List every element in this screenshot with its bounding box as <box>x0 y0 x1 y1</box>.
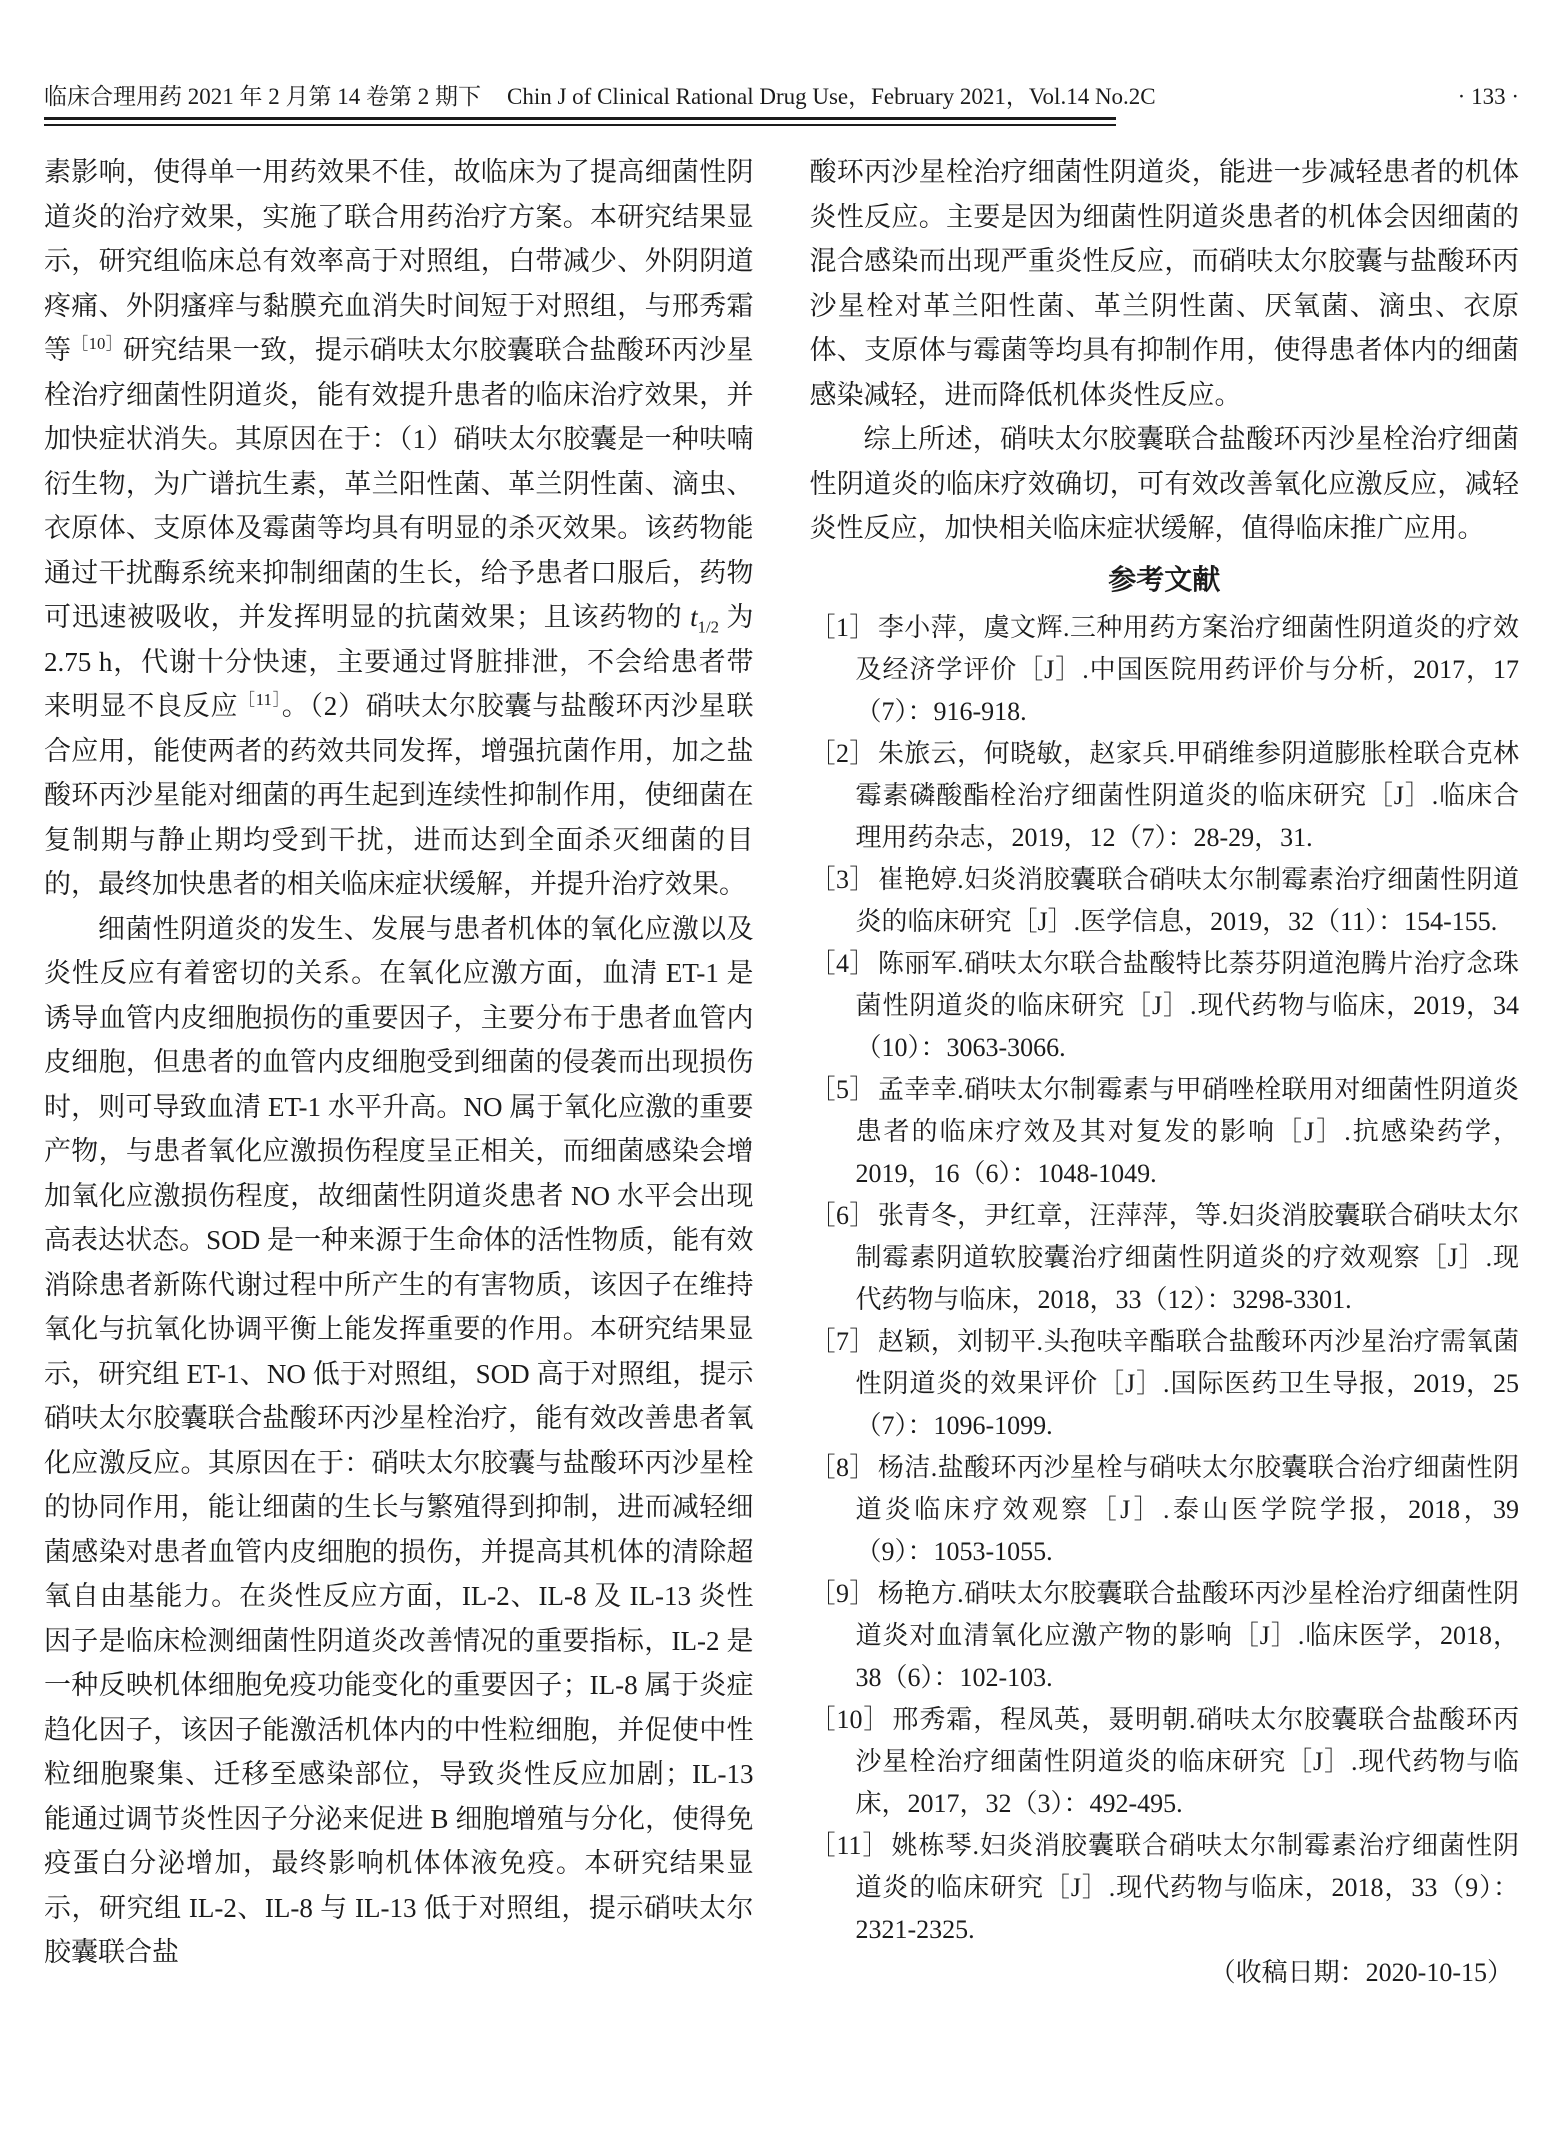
paragraph <box>810 417 1520 551</box>
right-column <box>810 150 1520 1995</box>
reference-text: 孟幸幸.硝呋太尔制霉素与甲硝唑栓联用对细菌性阴道炎患者的临床疗效及其对复发的影响［J］.抗感染药学，2019，16（6）：1048-1049. <box>855 1074 1519 1188</box>
references-heading: 参考文献 <box>1108 563 1221 595</box>
text-run: 研究结果一致，提示硝呋太尔胶囊联合盐酸环丙沙星栓治疗细菌性阴道炎，能有效提升患者的临床治疗效果，并加快症状消失。其原因在于：（1）硝呋太尔胶囊是一种呋喃衍生物，为广谱抗生素，革兰阳性菌、革兰阴性菌、滴虫、衣原体、支原体及霉菌等均具有明显的杀灭效果。该药物能通过干扰酶系统来抑制细菌的生长，给予患者口服后，药物可迅速被吸收，并发挥明显的抗菌效果；且该药物的 <box>44 335 754 632</box>
reference-text: 李小萍，虞文辉.三种用药方案治疗细菌性阴道炎的疗效及经济学评价［J］.中国医院用药评价与分析，2017，17（7）：916-918. <box>855 612 1519 726</box>
header-divider <box>44 117 1116 126</box>
reference-number: ［7］ <box>809 1326 876 1356</box>
paragraph <box>44 150 754 907</box>
reference-item <box>810 1573 1520 1699</box>
reference-text: 陈丽军.硝呋太尔联合盐酸特比萘芬阴道泡腾片治疗念珠菌性阴道炎的临床研究［J］.现代药物与临床，2019，34（10）：3063-3066. <box>855 948 1519 1062</box>
received-date: （收稿日期：2020-10-15） <box>1209 1957 1513 1987</box>
right-column-paragraphs <box>810 150 1520 551</box>
reference-text: 张青冬，尹红章，汪萍萍，等.妇炎消胶囊联合硝呋太尔制霉素阴道软胶囊治疗细菌性阴道炎的疗效观察［J］.现代药物与临床，2018，33（12）：3298-3301. <box>855 1200 1519 1314</box>
journal-title-en: Chin J of Clinical Rational Drug Use，February 2021，Vol.14 No.2C <box>507 84 1156 109</box>
reference-text: 杨洁.盐酸环丙沙星栓与硝呋太尔胶囊联合治疗细菌性阴道炎临床疗效观察［J］.泰山医学院学报，2018，39（9）：1053-1055. <box>855 1452 1519 1566</box>
reference-text: 邢秀霜，程凤英，聂明朝.硝呋太尔胶囊联合盐酸环丙沙星栓治疗细菌性阴道炎的临床研究［J］.现代药物与临床，2017，32（3）：492-495. <box>855 1704 1519 1818</box>
journal-page <box>0 82 1563 1995</box>
reference-item <box>810 1699 1520 1825</box>
reference-number: ［1］ <box>809 612 876 642</box>
reference-item <box>810 1825 1520 1951</box>
left-column <box>44 150 754 1995</box>
text-run: 综上所述，硝呋太尔胶囊联合盐酸环丙沙星栓治疗细菌性阴道炎的临床疗效确切，可有效改善氧化应激反应，减轻炎性反应，加快相关临床症状缓解，值得临床推广应用。 <box>809 424 1519 543</box>
citation-marker: ［10］ <box>71 334 123 353</box>
reference-text: 朱旅云，何晓敏，赵家兵.甲硝维参阴道膨胀栓联合克林霉素磷酸酯栓治疗细菌性阴道炎的临床研究［J］.临床合理用药杂志，2019，12（7）：28-29，31. <box>855 738 1519 852</box>
reference-text: 崔艳婷.妇炎消胶囊联合硝呋太尔制霉素治疗细菌性阴道炎的临床研究［J］.医学信息，2019，32（11）：154-155. <box>855 864 1519 936</box>
text-run: t <box>682 602 698 632</box>
journal-title-cn: 临床合理用药 2021 年 2 月第 14 卷第 2 期下 <box>44 84 481 109</box>
reference-item <box>810 733 1520 859</box>
reference-item <box>810 1195 1520 1321</box>
text-run: 素影响，使得单一用药效果不佳，故临床为了提高细菌性阴道炎的治疗效果，实施了联合用药治疗方案。本研究结果显示，研究组临床总有效率高于对照组，白带减少、外阴阴道疼痛、外阴瘙痒与黏膜充血消失时间短于对照组，与邢秀霜等 <box>44 157 754 365</box>
text-run: 为 2.75 h，代谢十分快速，主要通过肾脏排泄，不会给患者带来明显不良反应 <box>44 602 754 721</box>
reference-item <box>810 607 1520 733</box>
reference-item <box>810 1321 1520 1447</box>
reference-number: ［11］ <box>809 1830 890 1860</box>
citation-marker: 1/2 <box>697 617 719 637</box>
reference-number: ［9］ <box>809 1578 876 1608</box>
reference-item <box>810 1447 1520 1573</box>
reference-number: ［2］ <box>809 738 876 768</box>
reference-number: ［5］ <box>809 1074 876 1104</box>
reference-number: ［4］ <box>809 948 876 978</box>
text-run: 。（2）硝呋太尔胶囊与盐酸环丙沙星联合应用，能使两者的药效共同发挥，增强抗菌作用，加之盐酸环丙沙星能对细菌的再生起到连续性抑制作用，使细菌在复制期与静止期均受到干扰，进而达到全面杀灭细菌的目的，最终加快患者的相关临床症状缓解，并提升治疗效果。 <box>44 691 754 899</box>
reference-number: ［8］ <box>809 1452 876 1482</box>
text-run: 细菌性阴道炎的发生、发展与患者机体的氧化应激以及炎性反应有着密切的关系。在氧化应激方面，血清 ET-1 是诱导血管内皮细胞损伤的重要因子，主要分布于患者血管内皮细胞，但患者的血管内皮细胞受到细菌的侵袭而出现损伤时，则可导致血清 ET-1 水平升高。NO 属于氧化应激的重要产物，与患者氧化应激损伤程度呈正相关，而细菌感染会增加氧化应激损伤程度，故细菌性阴道炎患者 NO 水平会出现高表达状态。SOD 是一种来源于生命体的活性物质，能有效消除患者新陈代谢过程中所产生的有害物质，该因子在维持氧化与抗氧化协调平衡上能发挥重要的作用。本研究结果显示，研究组 ET-1、NO 低于对照组，SOD 高于对照组，提示硝呋太尔胶囊联合盐酸环丙沙星栓治疗，能有效改善患者氧化应激反应。其原因在于：硝呋太尔胶囊与盐酸环丙沙星栓的协同作用，能让细菌的生长与繁殖得到抑制，进而减轻细菌感染对患者血管内皮细胞的损伤，并提高其机体的清除超氧自由基能力。在炎性反应方面，IL-2、IL-8 及 IL-13 炎性因子是临床检测细菌性阴道炎改善情况的重要指标，IL-2 是一种反映机体细胞免疫功能变化的重要因子；IL-8 属于炎症趋化因子，该因子能激活机体内的中性粒细胞，并促使中性粒细胞聚集、迁移至感染部位，导致炎性反应加剧；IL-13 能通过调节炎性因子分泌来促进 B 细胞增殖与分化，使得免疫蛋白分泌增加，最终影响机体体液免疫。本研究结果显示，研究组 IL-2、IL-8 与 IL-13 低于对照组，提示硝呋太尔胶囊联合盐 <box>44 913 754 1967</box>
journal-title-line <box>44 82 1156 112</box>
page-number: · 133 · <box>1457 84 1519 109</box>
reference-text: 姚栋琴.妇炎消胶囊联合硝呋太尔制霉素治疗细菌性阴道炎的临床研究［J］.现代药物与临床，2018，33（9）：2321-2325. <box>855 1830 1519 1944</box>
reference-item <box>810 859 1520 943</box>
paragraph <box>810 150 1520 417</box>
running-head <box>44 82 1519 112</box>
reference-number: ［6］ <box>809 1200 876 1230</box>
citation-marker: ［11］ <box>238 690 282 709</box>
paragraph <box>44 907 754 1975</box>
reference-text: 赵颖，刘韧平.头孢呋辛酯联合盐酸环丙沙星治疗需氧菌性阴道炎的效果评价［J］.国际医药卫生导报，2019，25（7）：1096-1099. <box>855 1326 1519 1440</box>
text-run: 酸环丙沙星栓治疗细菌性阴道炎，能进一步减轻患者的机体炎性反应。主要是因为细菌性阴道炎患者的机体会因细菌的混合感染而出现严重炎性反应，而硝呋太尔胶囊与盐酸环丙沙星栓对革兰阳性菌、革兰阴性菌、厌氧菌、滴虫、衣原体、支原体与霉菌等均具有抑制作用，使得患者体内的细菌感染减轻，进而降低机体炎性反应。 <box>809 157 1519 410</box>
reference-number: ［10］ <box>809 1704 891 1734</box>
references-list <box>810 607 1520 1951</box>
reference-number: ［3］ <box>809 864 876 894</box>
reference-item <box>810 1069 1520 1195</box>
two-column-body <box>44 150 1519 1995</box>
reference-item <box>810 943 1520 1069</box>
reference-text: 杨艳方.硝呋太尔胶囊联合盐酸环丙沙星栓治疗细菌性阴道炎对血清氧化应激产物的影响［J］.临床医学，2018，38（6）：102-103. <box>855 1578 1519 1692</box>
